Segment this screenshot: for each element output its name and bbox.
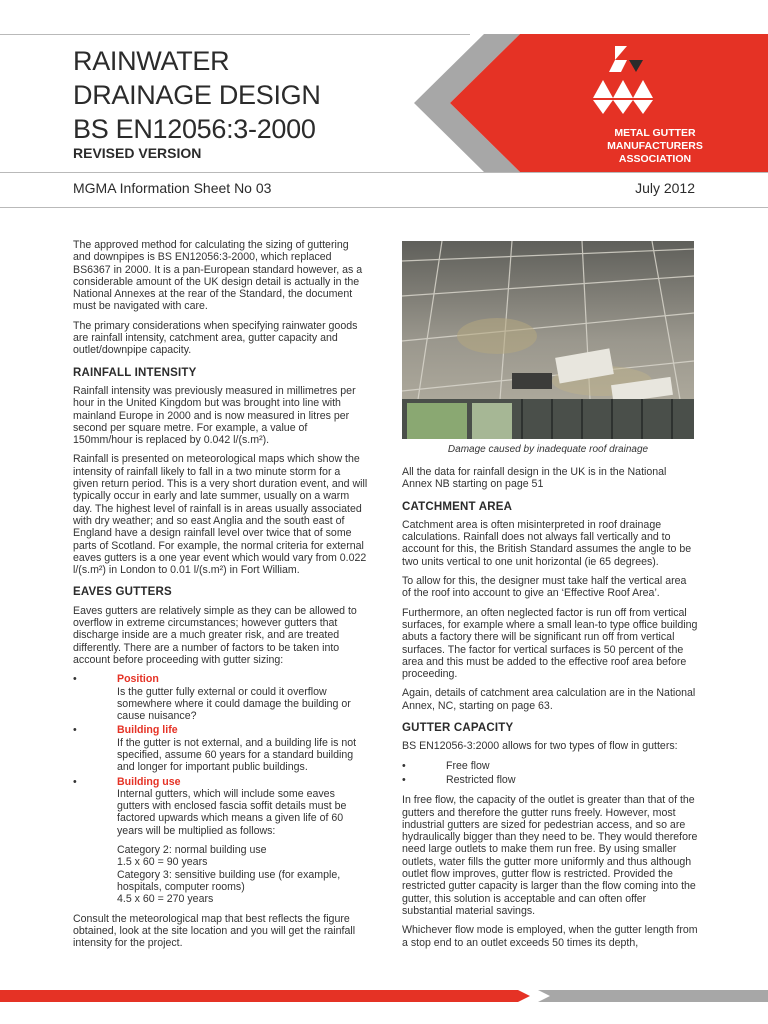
bullet-title: Building life	[117, 724, 178, 737]
intro-paragraph-2: The primary considerations when specifying rainwater goods are rainfall intensity, catchment area, gutter capacity and outlet/downpipe capacity.	[73, 319, 358, 357]
bullet-title: Building use	[117, 775, 181, 788]
mgma-logo-icon	[585, 42, 663, 116]
bullet-building-life	[73, 724, 368, 773]
info-sheet-number: MGMA Information Sheet No 03	[73, 180, 272, 196]
category-list	[73, 844, 368, 905]
bullet-text: If the gutter is not external, and a building life is not specified, assume 60 years for a standard building and longer for important public buildings.	[117, 736, 357, 774]
footer-stripe	[0, 984, 768, 1008]
association-name-line-2: MANUFACTURERS	[607, 140, 703, 152]
capacity-paragraph-1: BS EN12056-3:2000 allows for two types of flow in gutters:	[402, 740, 678, 753]
catchment-paragraph-1: Catchment area is often misinterpreted in roof drainage calculations. Rainfall does not always fall vertically and to account for this, the British Standard assumes the angle to be two units vertical to one unit horizontal (ie 65 degrees).	[402, 518, 692, 568]
bullet-position	[73, 673, 368, 722]
capacity-paragraph-3: Whichever flow mode is employed, when the gutter length from a stop end to an outlet exceeds 50 times its depth,	[402, 924, 698, 949]
category-line: 1.5 x 60 = 90 years	[117, 856, 208, 869]
bullet-dot: •	[402, 773, 406, 786]
category-line: 4.5 x 60 = 270 years	[117, 893, 214, 906]
intro-paragraph-1: The approved method for calculating the sizing of guttering and downpipes is BS EN12056:3-2000, which replaced BS6367 in 2000. It is a pan-European standard however, as a considerable amount of the UK design detail is actually in the National Annexes at the rear of the Standard, the document must be navigated with care.	[73, 239, 363, 313]
bullet-building-use	[73, 776, 368, 837]
heading-rainfall-intensity: RAINFALL INTENSITY	[73, 366, 197, 379]
catchment-paragraph-2: To allow for this, the designer must take half the vertical area of the roof into account to give an ‘Effective Roof Area’.	[402, 575, 687, 600]
association-name-line-3: ASSOCIATION	[618, 153, 692, 165]
ceiling-damage-photo	[402, 241, 694, 439]
flow-type-restricted	[402, 774, 698, 786]
heading-eaves-gutters: EAVES GUTTERS	[73, 586, 172, 599]
catchment-paragraph-4: Again, details of catchment area calculation are in the National Annex, NC, starting on page 63.	[402, 687, 696, 712]
flow-type-free	[402, 760, 698, 772]
bullet-text: Is the gutter fully external or could it overflow somewhere where it could damage the building or cause nuisance?	[117, 685, 351, 723]
flow-type-label: Free flow	[446, 759, 490, 772]
publication-date: July 2012	[635, 180, 695, 196]
bullet-dot: •	[73, 673, 77, 686]
bullet-title: Position	[117, 673, 159, 686]
page-subtitle: REVISED VERSION	[73, 145, 202, 161]
left-column	[73, 239, 368, 956]
page-title-line-1: RAINWATER	[73, 46, 230, 76]
heading-gutter-capacity: GUTTER CAPACITY	[402, 722, 514, 735]
bullet-dot: •	[73, 775, 77, 788]
catchment-paragraph-3: Furthermore, an often neglected factor is run off from vertical surfaces, for example where a small lean-to type office building abuts a factory there will be significant run off from vertical surfaces. The factor for vertical surfaces is 50 percent of the area and this must be added to the effective roof area before proceeding.	[402, 606, 698, 681]
page-title-line-2: DRAINAGE DESIGN	[73, 80, 321, 110]
capacity-paragraph-2: In free flow, the capacity of the outlet is greater than that of the gutters and therefore the gutter runs freely. However, most industrial gutters are sized for pedestrian access, and so are hydraulically bigger than they need to be. They would therefore need large outlets to make them run free. By using smaller outlets, water fills the gutter more uniformly and thus although outlet flow improves, gutter flow is restricted. Provided the restricted gutter capacity is larger than the flow coming into the gutter, this solution is acceptable and can often offer substantial material savings.	[402, 794, 698, 917]
heading-catchment-area: CATCHMENT AREA	[402, 500, 513, 513]
photo-caption: Damage caused by inadequate roof drainage	[447, 444, 649, 455]
bullet-dot: •	[402, 759, 406, 772]
category-line: Category 3: sensitive building use (for example, hospitals, computer rooms)	[117, 868, 341, 893]
association-name-line-1: METAL GUTTER	[614, 127, 696, 139]
consult-paragraph: Consult the meteorological map that best reflects the figure obtained, look at the site location and you will get the rainfall intensity for the project.	[73, 912, 356, 950]
bullet-dot: •	[73, 724, 77, 737]
bullet-text: Internal gutters, which will include some eaves gutters with enclosed fascia soffit details must be factored upwards which means a given life of 60 years will be multiplied as follows:	[117, 787, 347, 837]
eaves-paragraph-1: Eaves gutters are relatively simple as they can be allowed to overflow in extreme circumstances; however gutters that discharge inside are a much greater risk, and are treated differently. There are a number of factors to be taken into account before proceeding with gutter sizing:	[73, 604, 357, 666]
right-column	[402, 466, 698, 956]
rainfall-paragraph-2: Rainfall is presented on meteorological maps which show the intensity of rainfall likely to fall in a two minute storm for a given return period. This is a very short duration event, and will typically occur in early and late summer, usually on a warm day. The highest level of rainfall is in areas usually associated with dry weather; and so east Anglia and the south east of England have a design rainfall level over twice that of some parts of Scotland. For example, the normal criteria for external eaves gutters is a one year event which would vary from 0.022 l/(s.m²) in London to 0.01 l/(s.m²) in Fort William.	[73, 453, 368, 577]
flow-type-label: Restricted flow	[446, 773, 516, 786]
rainfall-paragraph-1: Rainfall intensity was previously measured in millimetres per hour in the United Kingdom but was brought into line with mainland Europe in 2000 and is now measured in litres per second per square metre. For example, a value of 150mm/hour is replaced by 0.042 l/(s.m²).	[73, 384, 356, 447]
page-title-line-3: BS EN12056:3-2000	[73, 114, 316, 144]
category-line: Category 2: normal building use	[117, 844, 267, 857]
all-data-paragraph: All the data for rainfall design in the UK is in the National Annex NB starting on page 51	[402, 466, 667, 491]
